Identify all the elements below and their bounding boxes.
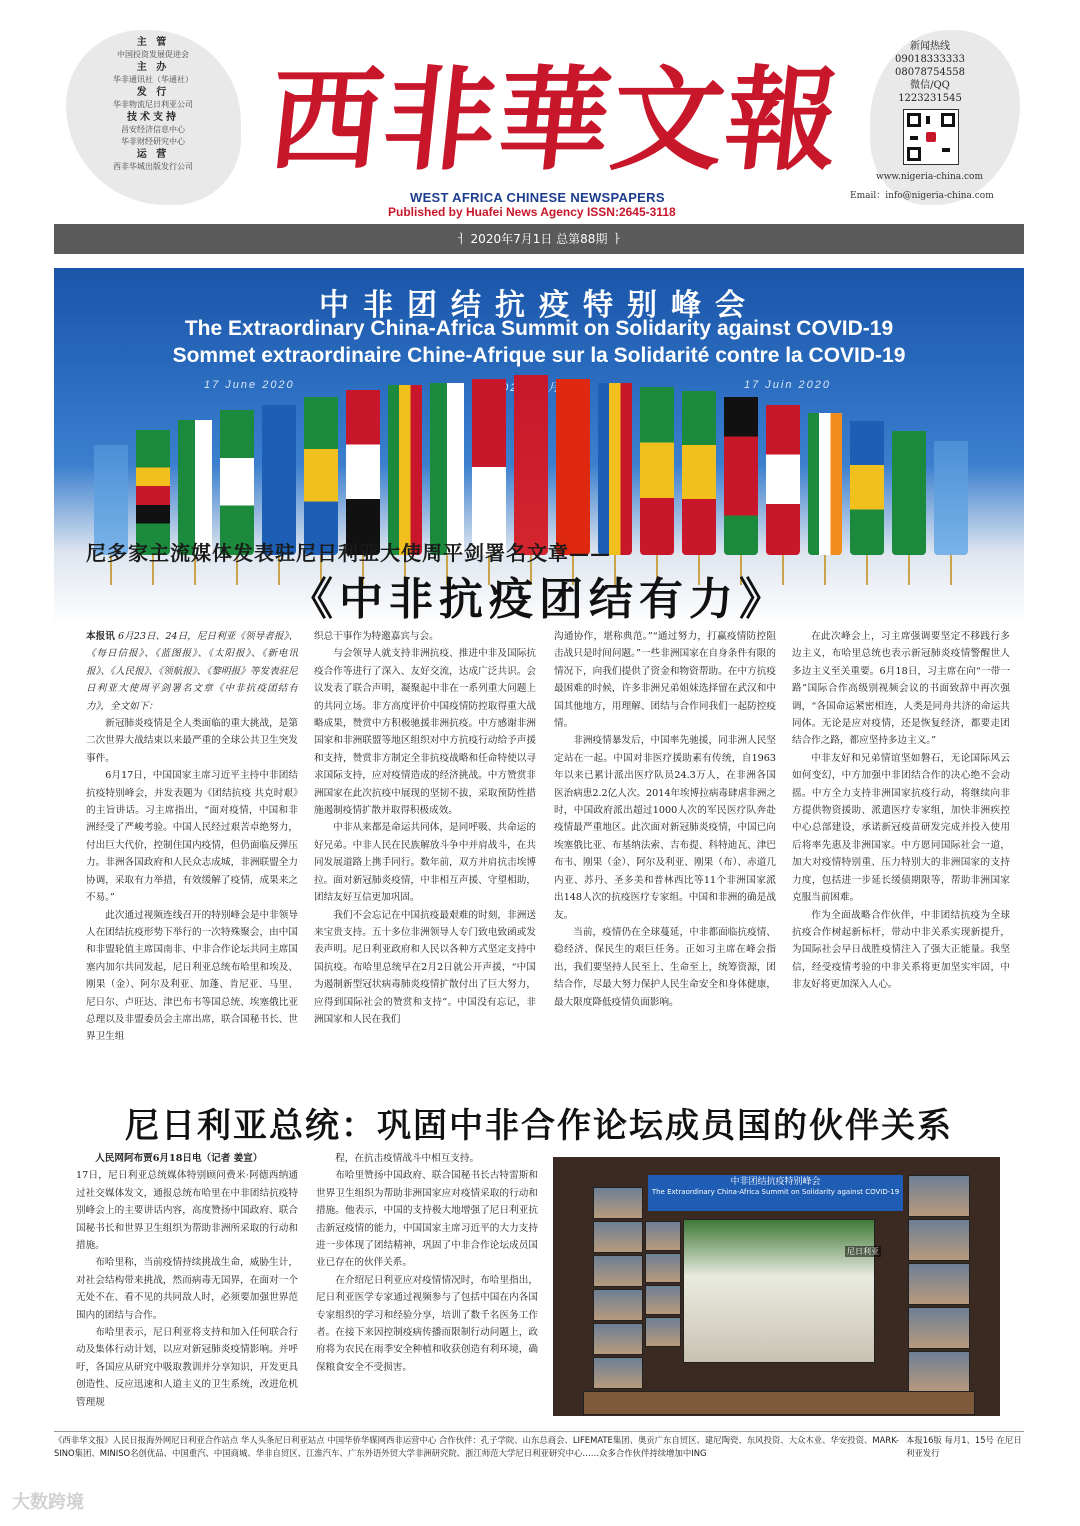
- video-tile: [908, 1175, 970, 1217]
- flag: [556, 379, 590, 555]
- publisher-line: Published by Huafei News Agency ISSN:2645-3118: [388, 205, 676, 219]
- flag: [388, 385, 422, 555]
- email-link[interactable]: Email：info@nigeria-china.com: [850, 191, 994, 201]
- hotline-number: 08078754558: [895, 67, 965, 78]
- video-tile: [645, 1253, 681, 1283]
- video-tile: [593, 1323, 643, 1355]
- dateline: 人民网阿布贾6月18日电（记者 姜宣）: [95, 1153, 263, 1164]
- video-tile: [593, 1255, 643, 1287]
- paragraph: 非洲疫情暴发后，中国率先驰援，同非洲人民坚定站在一起。中国对非医疗援助素有传统，自1963年以来已累计派出医疗队员24.3万人，在非洲各国医治病患2.2亿人次。2014年埃博拉病毒肆虐非洲之时，中国政府派出超过1000人次的军民医疗队奔赴疫情最严重地区。此次面对新冠肺炎疫情，中国已向埃塞俄比亚、布基纳法索、吉布提、科特迪瓦、津巴布韦、刚果（金）、阿尔及利亚、刚果（布）、赤道几内亚、苏丹、圣多美和普林西比等11个非洲国家派出148人次的抗疫医疗专家组。中国和非洲的确是战友。: [554, 735, 776, 921]
- dateline: 本报讯: [86, 631, 115, 642]
- video-tile: [593, 1187, 643, 1219]
- flag: [850, 421, 884, 555]
- flag: [598, 383, 632, 555]
- paragraph: 与会领导人就支持非洲抗疫、推进中非及国际抗疫合作等进行了深入、友好交流，达成广泛共识。会议发表了联合声明，凝聚起中非在一系列重大问题上的共同立场。非方高度评价中国疫情防控取得重大战略成果，赞赏中方积极驰援非洲抗疫。中方感谢非洲国家和非洲联盟等地区组织对中方抗疫行动给予声援和支持，赞赏非方制定全非抗疫战略和任命特使以寻求国际支持，应对疫情造成的经济挑战。中方赞赏非洲国家在此次抗疫中展现的坚韧不拔，采取预防性措施遏制疫情扩散并取得积极成效。: [314, 648, 536, 817]
- paragraph: 在此次峰会上，习主席强调要坚定不移践行多边主义，布哈里总统也表示新冠肺炎疫情警醒世人多边主义至关重要。6月18日，习主席在向“一带一路”国际合作高级别视频会议的书面致辞中再次强调，“各国命运紧密相连，人类是同舟共济的命运共同体。无论是应对疫情，还是恢复经济，都要走团结合作之路，都应坚持多边主义。”: [792, 631, 1010, 747]
- info-role: 主 管: [136, 37, 170, 48]
- article1-column-1: [86, 628, 298, 1090]
- video-tile: [593, 1289, 643, 1321]
- article1-column-4: [792, 628, 1010, 1090]
- article2-headline: 尼日利亚总统：巩固中非合作论坛成员国的伙伴关系: [125, 1106, 953, 1146]
- website-link[interactable]: www.nigeria-china.com: [876, 172, 983, 182]
- article1-column-3: [554, 628, 776, 1090]
- flag: [682, 391, 716, 555]
- flag: [934, 441, 968, 555]
- desk-strip: [583, 1391, 975, 1415]
- vc-banner-en: The Extraordinary China-Africa Summit on Solidarity against COVID-19: [651, 1188, 900, 1196]
- flag: [472, 379, 506, 555]
- paragraph: 在介绍尼日利亚应对疫情情况时，布哈里指出，尼日利亚医学专家通过视频参与了包括中国在内各国专家组织的学习和经验分享，培训了数千名医务工作者。在接下来因控制疫病传播而限制行动问题上，政府将为农民在雨季安全种植和收获创造有利环境，确保粮食安全不受损害。: [316, 1274, 538, 1373]
- info-role: 运 营: [136, 149, 170, 160]
- flag: [766, 405, 800, 555]
- article-headline: 《中非抗疫团结有力》: [289, 574, 789, 625]
- video-tile: [908, 1351, 970, 1393]
- flag: [178, 420, 212, 555]
- vc-banner-cn: 中非团结抗疫特别峰会: [730, 1177, 821, 1187]
- paragraph: 当前，疫情仍在全球蔓延，中非都面临抗疫情、稳经济、保民生的艰巨任务。正如习主席在峰会指出，我们要坚持人民至上、生命至上，统筹资源，团结合作，尽最大努力保护人民生命安全和身体健康，最大限度降低疫情负面影响。: [554, 926, 776, 1008]
- paragraph: 布哈里表示，尼日利亚将支持和加入任何联合行动及集体行动计划，以应对新冠肺炎疫情影响。并呼吁，各国应从研究中吸取教训并分享知识，开发更具创造性、反应迅速和人道主义的卫生系统，改进危机管理规: [76, 1327, 298, 1408]
- flag: [430, 383, 464, 555]
- wechat-id: 1223231545: [898, 93, 962, 104]
- info-role: 发 行: [136, 87, 170, 98]
- info-org: 华非通讯社（华通社）: [113, 75, 193, 84]
- hotline-number: 09018333333: [895, 54, 965, 65]
- footer-partners: 《西非华文报》人民日报海外网尼日利亚合作站点 华人头条尼日利亚站点 中国华侨华媒网西非运营中心 合作伙伴：孔子学院、山东总商会、LIFEMATE集团、奥贡广东自贸区、建尼陶瓷、东风投资、大众木业、华安投资、MARK-SINO集团、MINISO名创优品、中国重汽、中国商城、华非自贸区、江淮汽车、广东外语外贸大学非洲研究院、浙江师范大学尼日利亚研究中心……众多合作伙伴持续增加中ING: [54, 1435, 899, 1458]
- flag: [220, 410, 254, 555]
- video-tile: [908, 1219, 970, 1261]
- issue-date-bar: ㅓ 2020年7月1日 总第88期 ㅏ: [54, 224, 1024, 254]
- info-role: 主 办: [136, 62, 170, 73]
- summit-title-fr-line: Sommet extraordinaire Chine-Afrique sur la Solidarité contre la COVID-19: [172, 344, 906, 367]
- article1-column-2: [314, 628, 536, 1090]
- video-tile: [593, 1221, 643, 1253]
- date-fr: 17 Juin 2020: [744, 379, 831, 391]
- paragraph: 织总干事作为特邀嘉宾与会。: [314, 631, 439, 642]
- paragraph: 布哈里赞扬中国政府、联合国秘书长古特雷斯和世界卫生组织为帮助非洲国家应对疫情采取的行动和措施。他表示，中国的支持极大地增强了尼日利亚抗击新冠疫情的能力，中国国家主席习近平的大力支持进一步体现了团结精神，巩固了中非合作论坛成员国业已存在的伙伴关系。: [316, 1170, 538, 1269]
- flag: [724, 397, 758, 555]
- video-tile: [645, 1221, 681, 1251]
- footer-divider: [54, 1431, 1024, 1432]
- english-title: WEST AFRICA CHINESE NEWSPAPERS: [410, 190, 665, 205]
- paragraph: 6月17日，中国国家主席习近平主持中非团结抗疫特别峰会，并发表题为《团结抗疫 共克时艰》的主旨讲话。习主席指出，“面对疫情，中国和非洲经受了严峻考验。中国人民经过艰苦卓绝努力，付出巨大代价，控制住国内疫情，但仍面临反弹压力。非洲各国政府和人民众志成城，非洲联盟全力协调，采取有力举措，有效缓解了疫情，成果来之不易。”: [86, 770, 298, 904]
- flag: [346, 390, 380, 555]
- info-org: 西非华城出版发行公司: [113, 162, 193, 171]
- paragraph: 17日，尼日利亚总统媒体特别顾问费米·阿德西纳通过社交媒体发文，通报总统布哈里在中非团结抗疫特别峰会上的主要讲话内容，高度赞扬中国政府、联合国秘书长和世界卫生组织为帮助非洲所采取的行动和措施。: [76, 1170, 298, 1252]
- article-kicker: 尼多家主流媒体发表驻尼日利亚大使周平剑署名文章——: [86, 541, 611, 565]
- flag: [304, 397, 338, 555]
- summit-title-cn: 中非团结抗疫特别峰会: [319, 288, 759, 323]
- hotline-label: 新闻热线: [910, 41, 950, 52]
- summit-title-en-line: The Extraordinary China-Africa Summit on Solidarity against COVID-19: [184, 317, 894, 340]
- lead-paragraph: [86, 628, 298, 715]
- publisher-info: [72, 36, 234, 173]
- paragraph: 此次通过视频连线召开的特别峰会是中非领导人在团结抗疫形势下举行的一次特殊聚会，由中国和非盟轮值主席国南非、中非合作论坛共同主席国塞内加尔共同发起，尼日利亚总统布哈里和埃及、刚果（金）、阿尔及利亚、加蓬、肯尼亚、马里、尼日尔、卢旺达、津巴布韦等国总统、埃塞俄比亚总理以及非盟委员会主席出席，联合国秘书长、世界卫生组: [86, 909, 298, 1043]
- article2-column-1: [76, 1150, 298, 1422]
- contact-box: [880, 40, 980, 105]
- wechat-label: 微信/QQ: [910, 80, 950, 91]
- video-tile: [908, 1307, 970, 1349]
- flag: [892, 431, 926, 555]
- main-speaker-tile: [683, 1219, 875, 1363]
- watermark-logo: 大数跨境: [12, 1492, 84, 1513]
- summit-title-en: [54, 315, 1024, 369]
- paragraph: 中非从来都是命运共同体，是同呼吸、共命运的好兄弟。中非人民在民族解放斗争中并肩战斗，在共同发展道路上携手同行。数年前，双方并肩抗击埃博拉。面对新冠肺炎疫情，中非相互声援、守望相助，团结友好互信更加巩固。: [314, 822, 536, 904]
- qr-code-icon[interactable]: [903, 109, 959, 165]
- date-en: 17 June 2020: [204, 379, 295, 391]
- video-tile: [908, 1263, 970, 1305]
- video-conference-photo: [553, 1157, 1000, 1416]
- vc-banner: [648, 1175, 903, 1211]
- footer-issue-info: 本报16版 每月1、15号 在尼日利亚发行: [906, 1435, 1022, 1458]
- flag: [262, 405, 296, 555]
- paragraph: 中非友好和兄弟情谊坚如磐石，无论国际风云如何变幻，中方加强中非团结合作的决心绝不会动摇。中方全力支持非洲国家抗疫行动，将继续向非方提供物资援助、派遣医疗专家组，加快非洲疾控中心总部建设，承诺新冠疫苗研发完成并投入使用后将率先惠及非洲国家。中方愿同国际社会一道，加大对疫情特别重、压力特别大的非洲国家的支持力度，包括进一步延长缓债期限等，帮助非洲国家克服当前困难。: [792, 752, 1010, 904]
- article2-column-2: [316, 1150, 538, 1422]
- flag: [808, 413, 842, 555]
- paragraph: 程，在抗击疫情战斗中相互支持。: [335, 1153, 480, 1164]
- flag: [514, 375, 548, 555]
- info-role: 技术支持: [127, 112, 179, 123]
- paragraph: 布哈里称，当前疫情持续挑战生命，威胁生计，对社会结构带来挑战，然而病毒无国界，在面对一个无处不在、看不见的共同敌人时，必须要加强世界范围内的团结与合作。: [76, 1257, 298, 1321]
- lead-text: 6月23日、24日，尼日利亚《领导者报》、《每日信报》、《蓝图报》、《太阳报》、《新电讯报》、《人民报》、《领航报》、《黎明报》等发表驻尼日利亚大使周平剑署名文章《中非抗疫团结有力》，全文如下：: [86, 631, 298, 712]
- info-org: 昌安经济信息中心 华非财经研究中心: [121, 125, 185, 146]
- video-tile: [593, 1357, 643, 1389]
- video-tile: [645, 1285, 681, 1315]
- paragraph: 新冠肺炎疫情是全人类面临的重大挑战，是第二次世界大战结束以来最严重的全球公共卫生突发事件。: [86, 718, 298, 764]
- info-org: 华非物流尼日利亚公司: [113, 100, 193, 109]
- video-tile: [645, 1317, 681, 1347]
- paragraph: 沟通协作，堪称典范。”“通过努力，打赢疫情防控阻击战只是时间问题。”一些非洲国家在自身条件有限的情况下，向我们提供了资金和物资帮助。在中方抗疫最困难的时候，许多非洲兄弟姐妹选择留在武汉和中国其他地方，用理解、团结与合作同我们一起防控疫情。: [554, 631, 776, 730]
- info-org: 中国投资发展促进会: [117, 50, 189, 59]
- paragraph: 我们不会忘记在中国抗疫最艰难的时刻，非洲送来宝贵支持。五十多位非洲领导人专门致电致函或发表声明。尼日利亚政府和人民以各种方式坚定支持中国抗疫。布哈里总统早在2月2日就公开声援，“中国为遏制新型冠状病毒肺炎疫情扩散付出了巨大努力，应得到国际社会的赞赏和支持”。中国没有忘记，非洲国家和人民在我们: [314, 909, 536, 1025]
- vc-speaker-label: 尼日利亚: [847, 1247, 879, 1256]
- paragraph: 作为全面战略合作伙伴，中非团结抗疫为全球抗疫合作树起新标杆，带动中非关系实现新提升，为国际社会早日战胜疫情注入了强大正能量。我坚信，经受疫情考验的中非关系将更加坚实牢固，中非友好将更加深入人心。: [792, 909, 1010, 991]
- newspaper-logo: 西非華文報: [263, 55, 847, 186]
- flag: [640, 387, 674, 555]
